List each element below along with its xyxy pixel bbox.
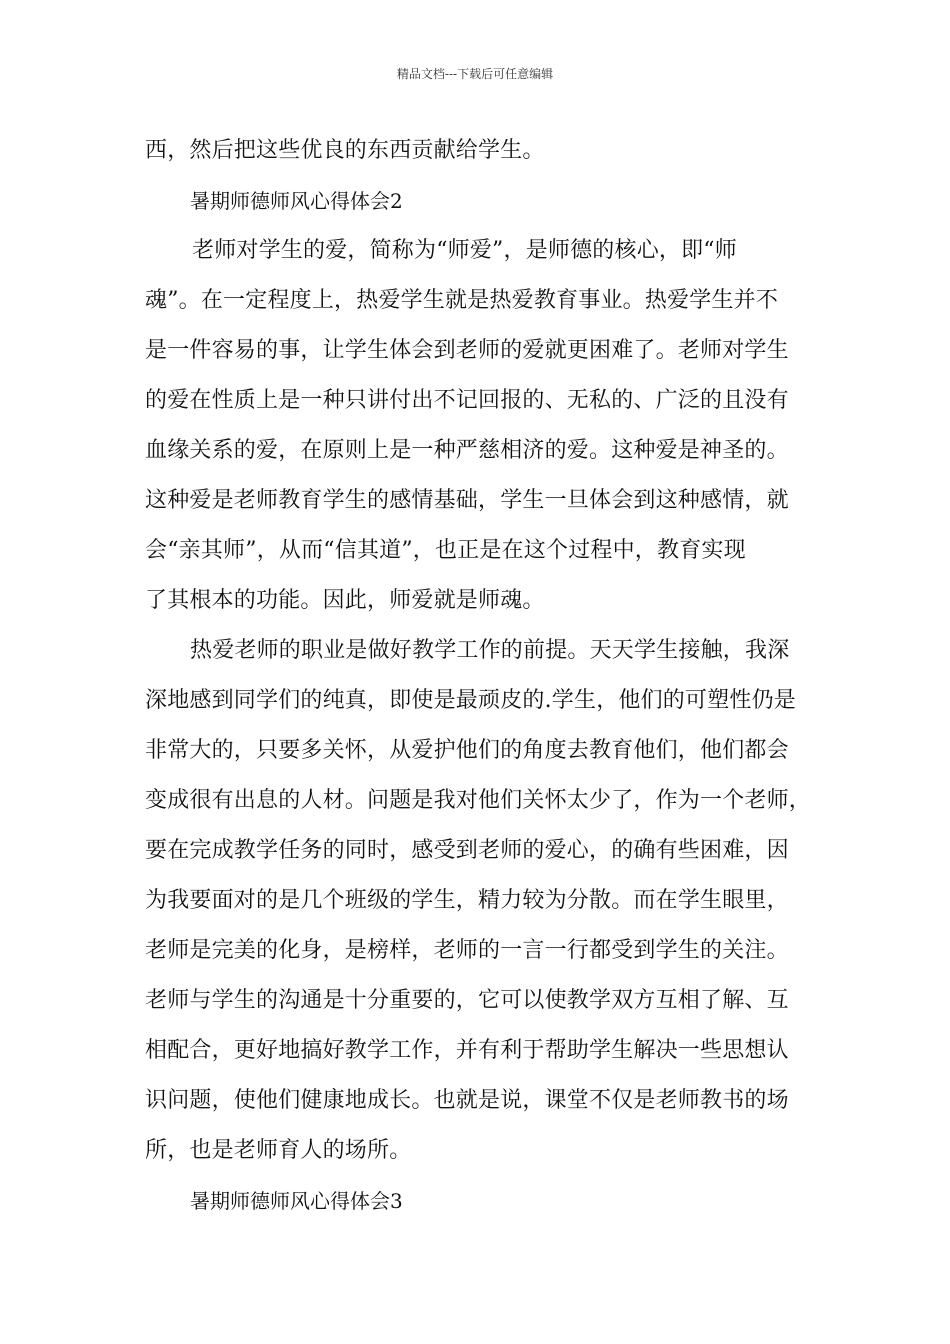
text-line: 深地感到同学们的纯真，即使是最顽皮的.学生，他们的可塑性仍是 [145, 688, 796, 713]
text-line: 血缘关系的爱，在原则上是一种严慈相济的爱。这种爱是神圣的。 [145, 438, 789, 463]
text-line: 老师与学生的沟通是十分重要的，它可以使教学双方互相了解、互 [145, 988, 789, 1013]
text-line: 热爱老师的职业是做好教学工作的前提。天天学生接触，我深 [190, 638, 790, 663]
section-heading: 暑期师德师风心得体会2 [190, 189, 403, 213]
text-line: 了其根本的功能。因此，师爱就是师魂。 [145, 588, 545, 613]
text-line: 相配合，更好地搞好教学工作，并有利于帮助学生解决一些思想认 [145, 1038, 789, 1063]
text-line: 识问题，使他们健康地成长。也就是说，课堂不仅是老师教书的场 [145, 1088, 789, 1113]
page-header: 精品文档---下载后可任意编辑 [396, 67, 554, 81]
text-line: 的爱在性质上是一种只讲付出不记回报的、无私的、广泛的且没有 [145, 388, 789, 413]
text-line: 要在完成教学任务的同时，感受到老师的爱心，的确有些困难，因 [145, 838, 789, 863]
text-line: 魂”。在一定程度上，热爱学生就是热爱教育事业。热爱学生并不 [145, 288, 779, 313]
section-heading: 暑期师德师风心得体会3 [190, 1189, 403, 1213]
text-line: 这种爱是老师教育学生的感情基础，学生一旦体会到这种感情，就 [145, 488, 789, 513]
text-line: 非常大的，只要多关怀，从爱护他们的角度去教育他们，他们都会 [145, 738, 789, 763]
text-line: 老师对学生的爱，简称为“师爱”，是师德的核心，即“师 [192, 238, 737, 263]
text-line: 所，也是老师育人的场所。 [145, 1138, 412, 1163]
text-line: 老师是完美的化身，是榜样，老师的一言一行都受到学生的关注。 [145, 938, 789, 963]
text-line: 是一件容易的事，让学生体会到老师的爱就更困难了。老师对学生 [145, 338, 789, 363]
text-line: 会“亲其师”，从而“信其道”，也正是在这个过程中，教育实现 [145, 538, 746, 563]
text-line: 变成很有出息的人材。问题是我对他们关怀太少了，作为一个老师， [145, 788, 812, 813]
text-line: 为我要面对的是几个班级的学生，精力较为分散。而在学生眼里， [145, 888, 789, 913]
text-line: 西，然后把这些优良的东西贡献给学生。 [145, 138, 545, 163]
